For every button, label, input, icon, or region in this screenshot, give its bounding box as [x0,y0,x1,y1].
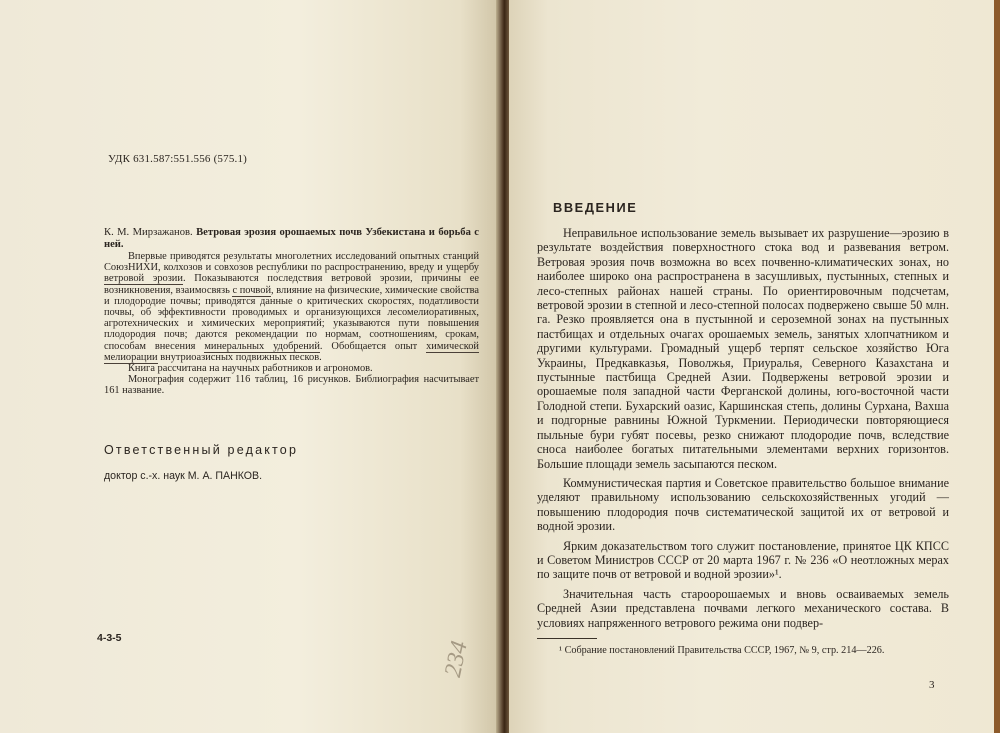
chapter-heading: ВВЕДЕНИЕ [553,200,638,215]
editor-name: доктор с.-х. наук М. А. ПАНКОВ. [104,470,263,482]
footnote: ¹ Собрание постановлений Правительства СССР, 1967, № 9, стр. 214—226. [559,645,885,656]
book-gutter [496,0,510,733]
handwritten-number: 234 [440,638,473,680]
underlined-term: ветровой эрозии [104,273,183,285]
editor-title: Ответственный редактор [104,443,299,457]
abstract-text: , влияние на физические, химические свойства и плодородие почвы; приводятся данные о критических скоростях, податливости почвы, об эффективности проводимых и организующихся лесомелиоративных, агротехнических и химических мероприятий; указываются пути повышения плодородия почв; даются рекомендации по нормам, соотношениям, срокам, способам внесения [104,284,479,352]
abstract-paragraph [104,251,479,363]
abstract-text: внутриоазисных подвижных песков. [157,351,322,363]
paragraph: Неправильное использование земель вызывает их разрушение—эрозию в результате воздействия поверхностного стока вод и развевания ветром. Ветровая эрозия почв возможна во всех почвенно-климатических зонах, но наиболее широко она распространена в засушливых, пустынных, степных и лесо-степных районах нашей страны. По ориентировочным подсчетам, ветровой эрозии в степной и лесо-степной полосах подвержено свыше 50 млн. га. Резко проявляется она в пустынной и сероземной зонах на пустынных пастбищах и отдельных очагах орошаемых земель, занятых хлопчатником и другими культурами. Громадный ущерб терпят сельское хозяйство Юга Украины, Предкавказья, Поволжья, Приуралья, Северного Казахстана и пустынные пастбища Средней Азии. Подвержены ветровой эрозии и орошаемые поля западной части Ферганской долины, юго-восточной части Голодной степи. Бухарский оазис, Каршинская степь, долины Сурхана, Вахша и подгорные равнины Южной Туркмении. Периодически повторяющиеся пыльные бури губят посевы, резко снижают плодородие почв, вследствие сноса наиболее богатых питательными элементами верхних горизонтов. Большие площади земель засыпаются песком. [537,226,949,471]
underlined-term: минеральных удобрений [204,340,320,352]
body-text [537,226,949,635]
underlined-term: химической мелиорации [104,340,479,363]
audience-note: Книга рассчитана на научных работников и агрономов. [128,363,373,375]
footnote-rule [537,638,597,639]
page-number: 3 [929,679,935,691]
abstract-text: Впервые приводятся результаты многолетних исследований опытных станций СоюзНИХИ, колхозов и совхозов республики по распространению, вреду и ущербу [104,251,479,274]
bibliographic-citation [104,227,479,251]
cover-edge [994,0,1000,733]
abstract-text: . Обобщается опыт [319,340,427,352]
paragraph: Ярким доказательством того служит постановление, принятое ЦК КПСС и Советом Министров СССР от 20 марта 1967 г. № 236 «О неотложных мерах по защите почв от ветровой и водной эрозии»¹. [537,538,949,582]
citation-author: К. М. Мирзажанов. [104,227,193,238]
udk-code: УДК 631.587:551.556 (575.1) [108,153,248,165]
abstract-text: . Показываются последствия ветровой эрозии, причины ее возникновения, взаимосвязь [104,273,479,296]
citation-title: Ветровая эрозия орошаемых почв Узбекистана и борьба с ней. [104,227,479,250]
publisher-code: 4-3-5 [97,632,122,644]
underlined-term: с почвой [232,284,272,296]
abstract [104,251,479,397]
paragraph: Коммунистическая партия и Советское правительство большое внимание уделяют правильному использованию сельскохозяйственных угодий — повышению плодородия почв систематической защитой их от ветровой и водной эрозии. [537,475,949,534]
contents-note: Монография содержит 116 таблиц, 16 рисунков. Библиография насчитывает 161 название. [104,374,479,397]
paragraph: Значительная часть староорошаемых и вновь осваиваемых земель Средней Азии представлена почвами легкого механического состава. В условиях напряженного ветрового режима они подвер- [537,586,949,630]
